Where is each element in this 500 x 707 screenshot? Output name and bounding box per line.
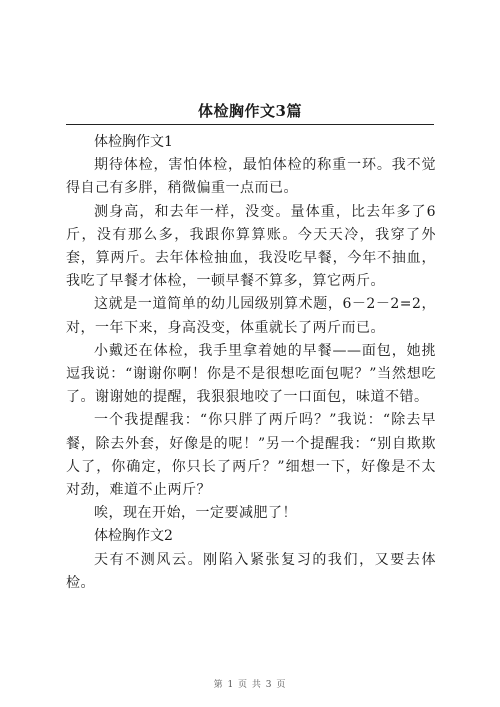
paragraph: 这就是一道简单的幼儿园级别算术题，6－2－2=2，对，一年下来，身高没变，体重就长了两斤而已。 (66, 296, 436, 336)
paragraph: 期待体检，害怕体检，最怕体检的称重一环。我不觉得自己有多胖，稍微偏重一点而已。 (66, 157, 436, 197)
section-1 (66, 131, 436, 525)
document-body (66, 131, 436, 595)
page-number-footer: 第 1 页 共 3 页 (213, 680, 287, 690)
paragraph: 唉，现在开始，一定要减肥了！ (94, 505, 297, 522)
document-title: 体检胸作文3篇 (198, 102, 302, 120)
title-underline (66, 124, 434, 125)
section-heading: 体检胸作文1 (94, 134, 173, 150)
paragraph: 测身高，和去年一样，没变。量体重，比去年多了6斤，没有那么多，我跟你算算账。今天天冷，我穿了外套，算两斤。去年体检抽血，我没吃早餐，今年不抽血，我吃了早餐才体检，一顿早餐不算多，算它两斤。 (66, 203, 436, 290)
section-heading: 体检胸作文2 (94, 528, 173, 545)
paragraph: 小戴还在体检，我手里拿着她的早餐——面包，她挑逗我说：“谢谢你啊！你是不是很想吃面包呢？”当然想吃了。谢谢她的提醒，我狠狠地咬了一口面包，味道不错。 (66, 342, 436, 406)
paragraph: 天有不测风云。刚陷入紧张复习的我们，又要去体检。 (66, 551, 436, 591)
section-2 (66, 525, 436, 595)
paragraph: 一个我提醒我：“你只胖了两斤吗？”我说：“除去早餐，除去外套，好像是的呢！”另一个提醒我：“别自欺欺人了，你确定，你只长了两斤？”细想一下，好像是不太对劲，难道不止两斤？ (66, 412, 436, 499)
